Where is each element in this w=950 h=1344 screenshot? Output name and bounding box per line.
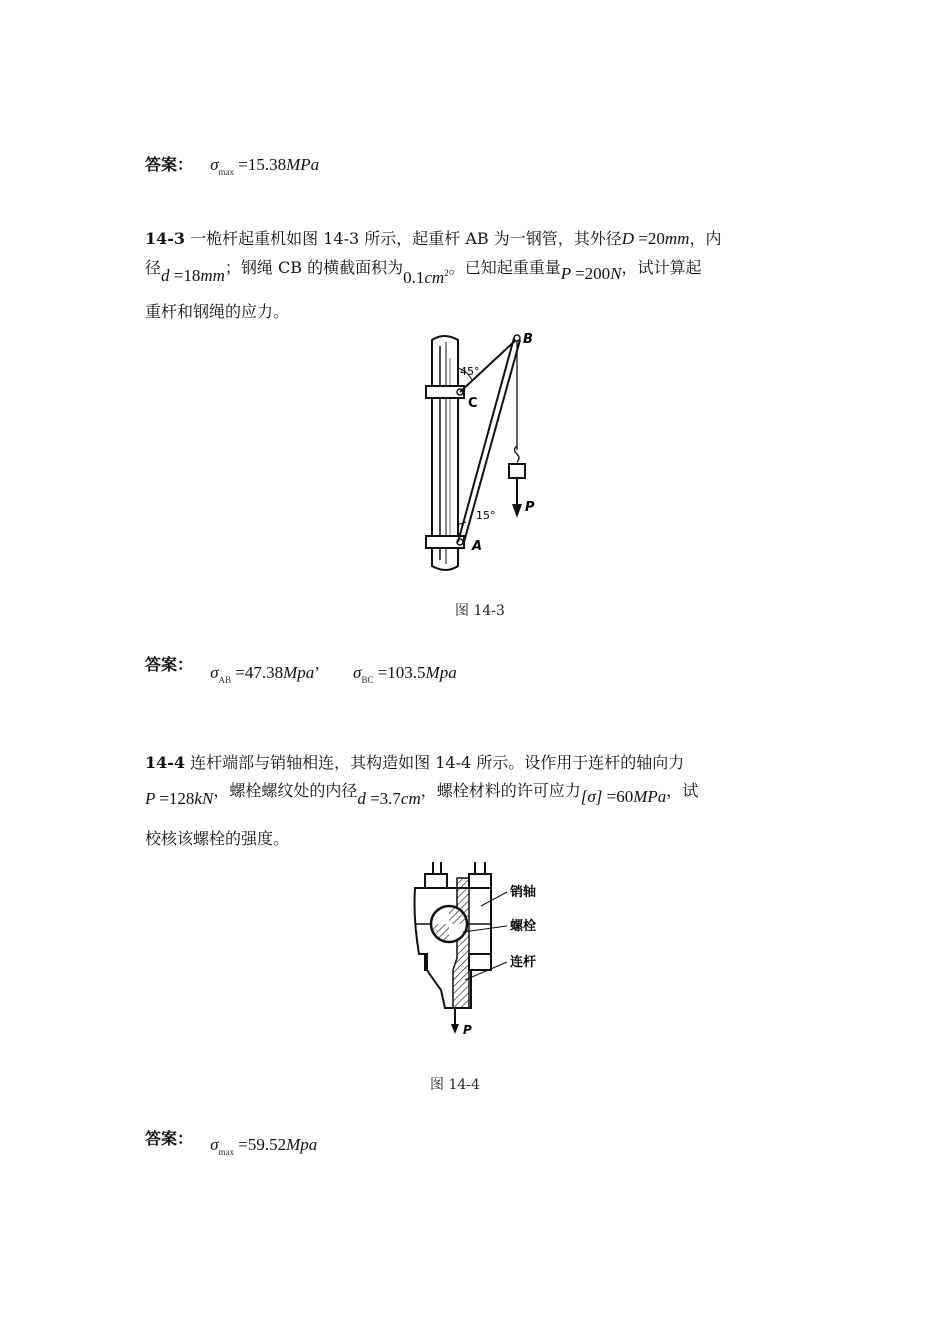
problem-number: 14-4	[145, 753, 186, 772]
sigma-bc-formula: $\sigma_{BC} =103.5Mpa$	[353, 663, 457, 685]
answer-label: 答案：	[145, 1129, 194, 1148]
label-pin: 销轴	[510, 885, 537, 900]
angle-15: 15°	[476, 509, 496, 522]
problem-14-3-line-1: 14-3 一桅杆起重机如图 14-3 所示，起重杆 AB 为一钢管，其外径D =20mm，内	[145, 229, 722, 248]
problem-14-4-line-1: 14-4 连杆端部与销轴相连，其构造如图 14-4 所示。设作用于连杆的轴向力	[145, 753, 685, 772]
label-c: C	[468, 396, 478, 411]
label-b: B	[523, 332, 533, 347]
problem-14-3-line-2: 径d =18mm；钢绳 CB 的横截面积为$0.1cm^2$。已知起重重量P =200N，试计算起	[145, 258, 702, 287]
angle-45: 45°	[460, 365, 480, 378]
label-p: P	[525, 500, 535, 515]
problem-number: 14-3	[145, 229, 186, 248]
answer-1	[145, 152, 319, 177]
problem-14-4-line-2: P =128kN，螺栓螺纹处的内径d =3.7cm，螺栓材料的许可应力[σ] =60MPa，试	[145, 781, 699, 808]
label-a: A	[472, 539, 483, 554]
answer-2	[145, 652, 457, 685]
label-p: P	[463, 1023, 472, 1037]
sigma-ab-formula: $\sigma_{AB} =47.38Mpa$’	[210, 663, 320, 685]
figure-14-4	[405, 858, 555, 1038]
figure-14-3-caption: 图 14-3	[455, 603, 505, 619]
label-rod: 连杆	[510, 955, 537, 970]
label-bolt: 螺栓	[510, 919, 537, 934]
answer-label: 答案：	[145, 655, 194, 674]
problem-14-3-line-3: 重杆和钢绳的应力。	[145, 302, 290, 321]
figure-14-3	[410, 328, 550, 576]
answer-3	[145, 1126, 318, 1157]
answer-1-formula: $\sigma_{max} =15.38MPa$	[210, 155, 320, 177]
answer-3-formula: $\sigma_{max} =59.52Mpa$	[210, 1135, 318, 1157]
answer-label: 答案：	[145, 155, 194, 174]
problem-14-4-line-3: 校核该螺栓的强度。	[145, 829, 290, 848]
figure-14-4-caption: 图 14-4	[430, 1077, 480, 1093]
